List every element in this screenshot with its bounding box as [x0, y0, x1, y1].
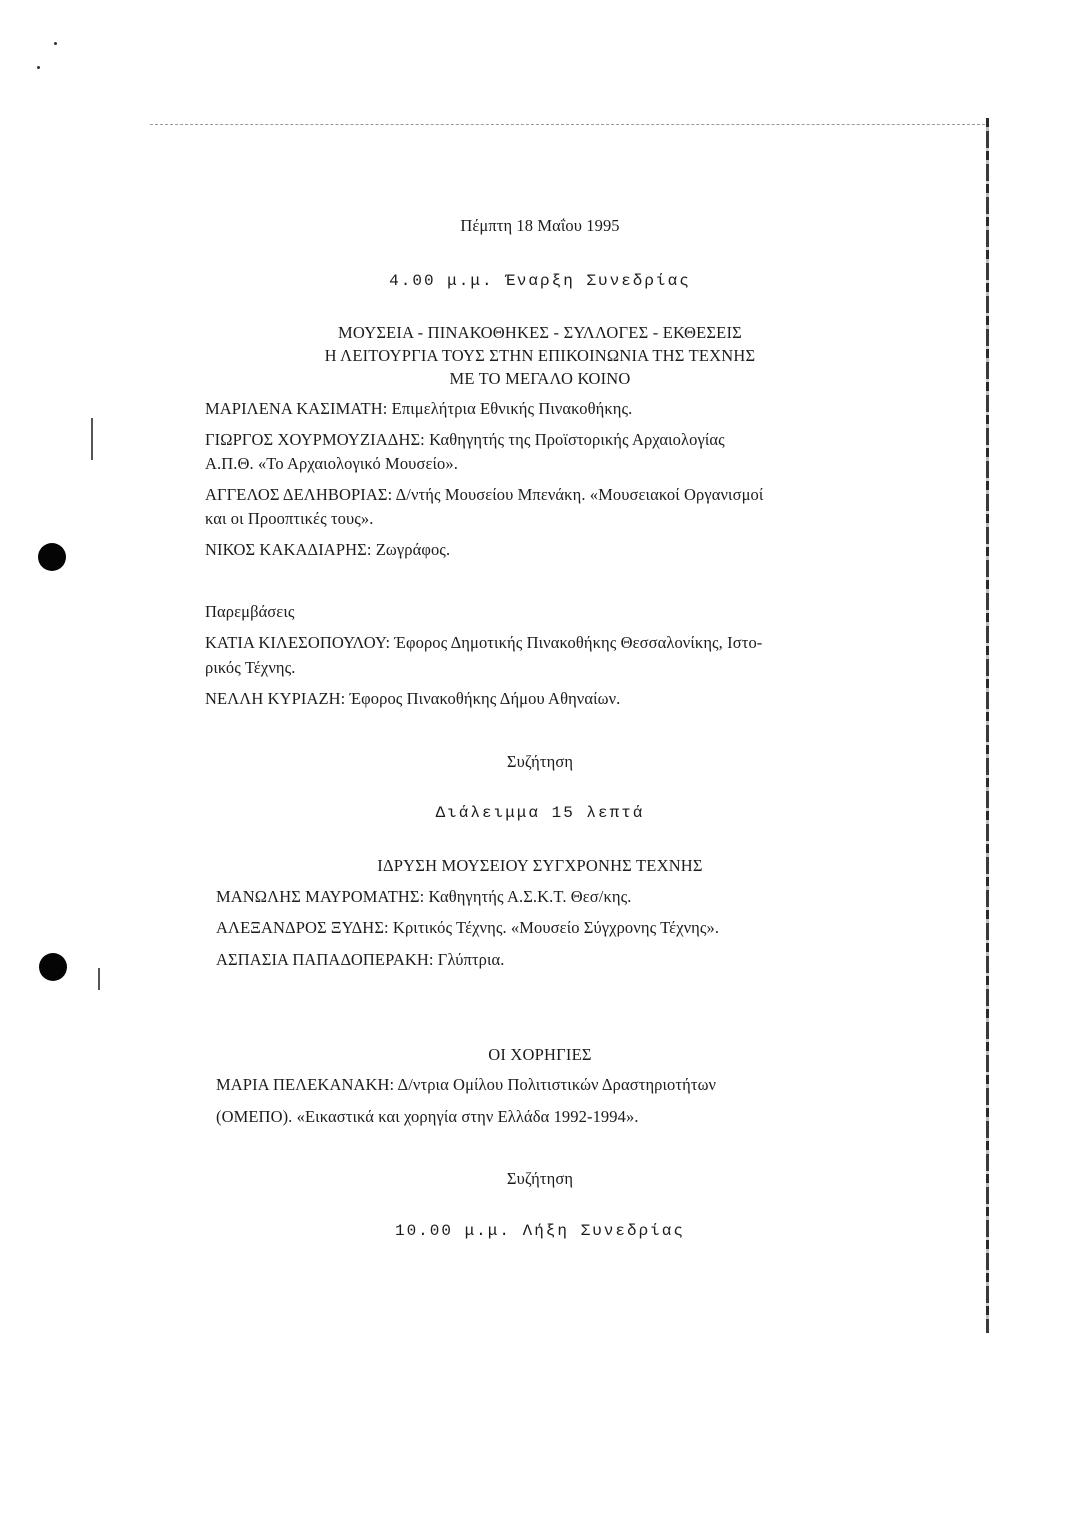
scan-speck — [54, 42, 57, 45]
session2-title: ΙΔΡΥΣΗ ΜΟΥΣΕΙΟΥ ΣΥΓΧΡΟΝΗΣ ΤΕΧΝΗΣ — [377, 856, 703, 875]
intervention-entry: ΝΕΛΛΗ ΚΥΡΙΑΖΗ: Έφορος Πινακοθήκης Δήμου Αθηναίων. — [205, 689, 621, 708]
scan-dashed-line — [150, 124, 985, 125]
scan-mark — [91, 418, 93, 460]
punch-hole-top — [38, 543, 66, 571]
break-notice: Διάλειμμα 15 λεπτά — [435, 804, 645, 822]
discussion-heading: Συζήτηση — [506, 1169, 574, 1188]
session1-title-line-1: ΜΟΥΣΕΙΑ - ΠΙΝΑΚΟΘΗΚΕΣ - ΣΥΛΛΟΓΕΣ - ΕΚΘΕΣΕΙΣ — [338, 323, 742, 342]
speaker-entry: ΜΑΝΩΛΗΣ ΜΑΥΡΟΜΑΤΗΣ: Καθηγητής Α.Σ.Κ.Τ. Θεσ/κης. — [216, 887, 632, 906]
session1-title-line-3: ΜΕ ΤΟ ΜΕΓΑΛΟ ΚΟΙΝΟ — [449, 369, 631, 388]
speaker-entry: ΓΙΩΡΓΟΣ ΧΟΥΡΜΟΥΖΙΑΔΗΣ: Καθηγητής της Προϊστορικής Αρχαιολογίας — [205, 430, 725, 449]
speaker-entry-cont: Α.Π.Θ. «Το Αρχαιολογικό Μουσείο». — [205, 454, 458, 473]
speaker-entry: ΑΓΓΕΛΟΣ ΔΕΛΗΒΟΡΙΑΣ: Δ/ντής Μουσείου Μπενάκη. «Μουσειακοί Οργανισμοί — [205, 485, 764, 504]
speaker-entry: ΑΣΠΑΣΙΑ ΠΑΠΑΔΟΠΕΡΑΚΗ: Γλύπτρια. — [216, 950, 505, 969]
scan-page-edge — [986, 118, 989, 1333]
session-closing: 10.00 μ.μ. Λήξη Συνεδρίας — [394, 1222, 686, 1240]
discussion-heading: Συζήτηση — [506, 752, 574, 771]
sponsor-entry: ΜΑΡΙΑ ΠΕΛΕΚΑΝΑΚΗ: Δ/ντρια Ομίλου Πολιτιστικών Δραστηριοτήτων — [216, 1075, 717, 1094]
session-opening: 4.00 μ.μ. Έναρξη Συνεδρίας — [389, 272, 691, 290]
intervention-entry-cont: ρικός Τέχνης. — [205, 658, 296, 677]
speaker-entry: ΜΑΡΙΛΕΝΑ ΚΑΣΙΜΑΤΗ: Επιμελήτρια Εθνικής Πινακοθήκης. — [205, 399, 633, 418]
interventions-heading: Παρεμβάσεις — [205, 602, 295, 621]
session1-title-line-2: Η ΛΕΙΤΟΥΡΓΙΑ ΤΟΥΣ ΣΤΗΝ ΕΠΙΚΟΙΝΩΝΙΑ ΤΗΣ ΤΕΧΝΗΣ — [324, 346, 756, 365]
sponsor-entry-cont: (ΟΜΕΠΟ). «Εικαστικά και χορηγία στην Ελλάδα 1992-1994». — [216, 1107, 639, 1126]
intervention-entry: ΚΑΤΙΑ ΚΙΛΕΣΟΠΟΥΛΟΥ: Έφορος Δημοτικής Πινακοθήκης Θεσσαλονίκης, Ιστο- — [205, 633, 763, 652]
scan-speck — [37, 66, 40, 69]
punch-hole-bottom — [39, 953, 67, 981]
speaker-entry-cont: και οι Προοπτικές τους». — [205, 509, 374, 528]
session3-title: ΟΙ ΧΟΡΗΓΙΕΣ — [488, 1045, 592, 1064]
speaker-entry: ΑΛΕΞΑΝΔΡΟΣ ΞΥΔΗΣ: Κριτικός Τέχνης. «Μουσείο Σύγχρονης Τέχνης». — [216, 918, 720, 937]
speaker-entry: ΝΙΚΟΣ ΚΑΚΑΔΙΑΡΗΣ: Ζωγράφος. — [205, 540, 451, 559]
date-heading: Πέμπτη 18 Μαΐου 1995 — [460, 216, 620, 235]
scan-mark — [98, 968, 100, 990]
